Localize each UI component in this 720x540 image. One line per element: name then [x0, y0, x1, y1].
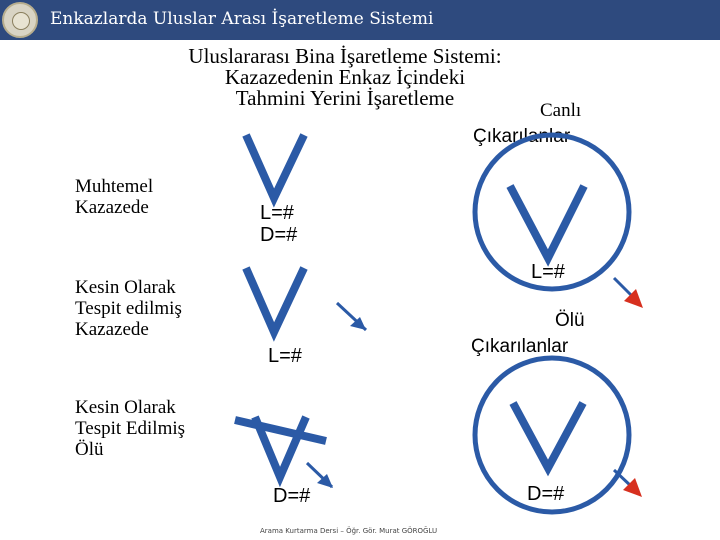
label-muhtemel-line-2: Kazazede [75, 197, 149, 218]
code-canli-l: L=# [531, 261, 565, 283]
v-symbol-olu-cikarilanlar [513, 403, 583, 468]
label-olu-line-2: Tespit Edilmiş [75, 418, 186, 439]
code-muhtemel-l: L=# [260, 202, 294, 224]
footer-credit: Arama Kurtarma Dersi – Öğr. Gör. Murat GÖROĞLU [260, 527, 438, 535]
label-kesin-line-1: Kesin Olarak [75, 277, 176, 298]
code-olu-cikarilanlar-d: D=# [527, 483, 565, 505]
label-kesin-line-2: Tespit edilmiş [75, 298, 182, 319]
circle-olu-cikarilanlar [475, 358, 629, 512]
label-muhtemel-line-1: Muhtemel [75, 176, 154, 197]
circle-canli [475, 135, 629, 289]
label-olu-line-3: Ölü [75, 439, 104, 460]
horizontal-bar-olu [235, 420, 326, 441]
code-olu-d: D=# [273, 485, 311, 507]
title-line-1: Uluslararası Bina İşaretleme Sistemi: [188, 44, 502, 68]
arrow-canli-shaft [614, 278, 633, 297]
v-symbol-muhtemel [246, 135, 304, 198]
header-title: Enkazlarda Uluslar Arası İşaretleme Sistemi [50, 9, 434, 29]
label-olu-line-1: Kesin Olarak [75, 397, 176, 418]
label-olu-cikarilanlar-line-2: Çıkarılanlar [471, 336, 569, 357]
code-muhtemel-d: D=# [260, 224, 298, 246]
title-line-2: Kazazedenin Enkaz İçindeki [224, 65, 466, 89]
label-olu-cikarilanlar-line-1: Ölü [555, 310, 585, 331]
title-line-3: Tahmini Yerini İşaretleme [235, 86, 455, 110]
v-symbol-canli [510, 186, 584, 258]
code-kesin-l: L=# [268, 345, 302, 367]
label-canli-line-1: Canlı [540, 100, 582, 121]
v-symbol-kesin [246, 268, 304, 332]
label-canli-line-2: Çıkarılanlar [473, 126, 571, 147]
label-kesin-line-3: Kazazede [75, 319, 149, 340]
